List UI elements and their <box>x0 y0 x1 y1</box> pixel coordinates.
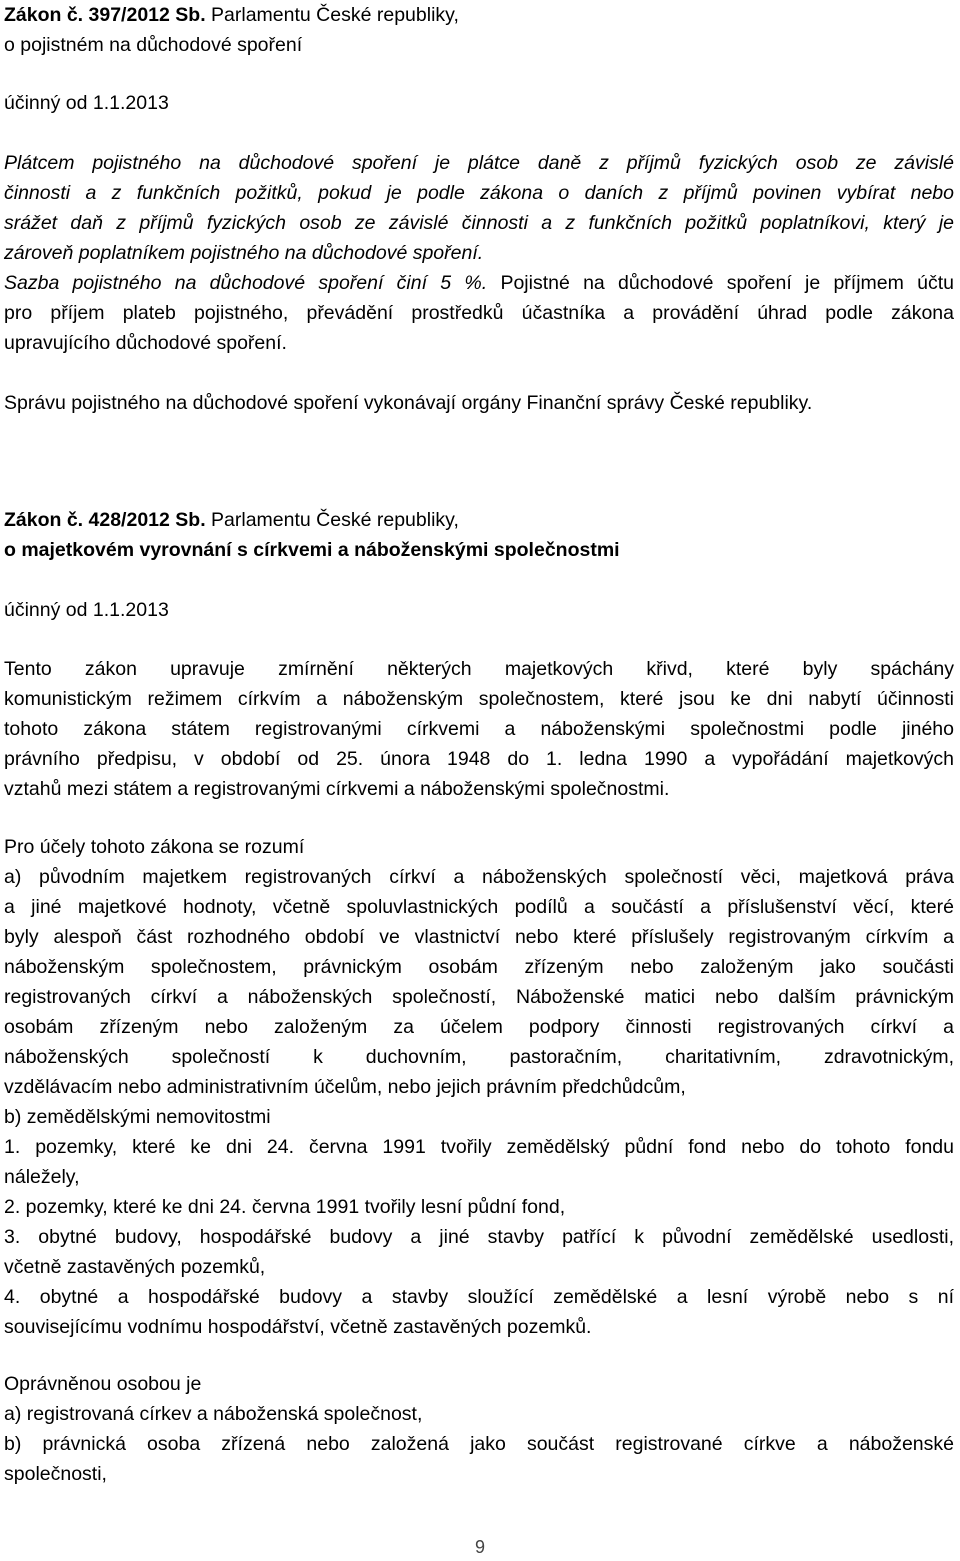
text-line: registrovaných církví a náboženských společností, Náboženské matici nebo dalším právnickým <box>4 986 954 1008</box>
text-line: náboženským společnostem, právnickým osobám zřízeným nebo založeným jako součásti <box>4 956 954 978</box>
text-line: společnosti, <box>4 1463 107 1485</box>
text-line: náboženských společností k duchovním, pastoračním, charitativním, zdravotnickým, <box>4 1046 954 1068</box>
text-line <box>4 268 954 298</box>
law1-number: Zákon č. 397/2012 Sb. <box>4 4 206 26</box>
text-line: náležely, <box>4 1166 80 1188</box>
eligible-heading: Oprávněnou osobou je <box>4 1373 202 1395</box>
text-line: 1. pozemky, které ke dni 24. června 1991 tvořily zemědělský půdní fond nebo do tohoto fondu <box>4 1136 954 1158</box>
text-line: zároveň poplatníkem pojistného na důchodové spoření. <box>4 242 484 264</box>
text-line: tohoto zákona státem registrovanými církvemi a náboženskými společnostmi podle jiného <box>4 718 954 740</box>
text-line: právního předpisu, v období od 25. února 1948 do 1. ledna 1990 a vypořádání majetkových <box>4 748 954 770</box>
eligible-list <box>4 1399 954 1489</box>
law1-rate-paragraph <box>4 268 954 358</box>
text-line: vzdělávacím nebo administrativním účelům, nebo jejich právním předchůdcům, <box>4 1076 686 1098</box>
text-line: 4. obytné a hospodářské budovy a stavby sloužící zemědělské a lesní výrobě nebo s ní <box>4 1286 954 1308</box>
text-line: a) registrovaná církev a náboženská společnost, <box>4 1403 423 1425</box>
text-line: pro příjem plateb pojistného, převádění prostředků účastníka a provádění úhrad podle zákona <box>4 302 954 324</box>
page-number: 9 <box>474 1537 485 1557</box>
text-line: upravujícího důchodové spoření. <box>4 332 287 354</box>
law1-heading <box>4 0 954 30</box>
text-line: b) zemědělskými nemovitostmi <box>4 1106 271 1128</box>
law2-issuer: Parlamentu České republiky, <box>211 509 459 531</box>
text-line: a) původním majetkem registrovaných církví a náboženských společností věci, majetková práva <box>4 866 954 888</box>
rate-statement: Sazba pojistného na důchodové spoření činí 5 %. <box>4 272 488 294</box>
text-line: b) právnická osoba zřízená nebo založená jako součást registrované církve a náboženské <box>4 1433 954 1455</box>
definitions-list <box>4 862 954 1342</box>
text-line: komunistickým režimem církvím a náboženským společnostem, které jsou ke dni nabytí účinnosti <box>4 688 954 710</box>
text-line: a jiné majetkové hodnoty, včetně spoluvlastnických podílů a součástí a příslušenství věcí, které <box>4 896 954 918</box>
text-line: srážet daň z příjmů fyzických osob ze závislé činnosti a z funkčních požitků poplatníkovi, který je <box>4 212 954 234</box>
text-line: činnosti a z funkčních požitků, pokud je podle zákona o daních z příjmů povinen vybírat nebo <box>4 182 954 204</box>
rate-rest: Pojistné na důchodové spoření je příjmem účtu <box>500 272 955 294</box>
text-line: 3. obytné budovy, hospodářské budovy a jiné stavby patřící k původní zemědělské usedlosti, <box>4 1226 954 1248</box>
law2-title: o majetkovém vyrovnání s církvemi a náboženskými společnostmi <box>4 539 620 561</box>
law2-number: Zákon č. 428/2012 Sb. <box>4 509 206 531</box>
text-line: vztahů mezi státem a registrovanými církvemi a náboženskými společnostmi. <box>4 778 670 800</box>
law1-administration: Správu pojistného na důchodové spoření vykonávají orgány Finanční správy České republiky. <box>4 392 813 414</box>
text-line: byly alespoň část rozhodného období ve vlastnictví nebo které příslušely registrovaným církvím a <box>4 926 954 948</box>
text-line: včetně zastavěných pozemků, <box>4 1256 266 1278</box>
law1-effective: účinný od 1.1.2013 <box>4 92 169 114</box>
text-line: souvisejícímu vodnímu hospodářství, včetně zastavěných pozemků. <box>4 1316 592 1338</box>
law2-effective: účinný od 1.1.2013 <box>4 599 169 621</box>
law2-heading <box>4 505 954 535</box>
law1-paragraph <box>4 148 954 268</box>
law1-issuer: Parlamentu České republiky, <box>211 4 459 26</box>
law2-paragraph <box>4 654 954 804</box>
law1-title: o pojistném na důchodové spoření <box>4 34 303 56</box>
text-line: Plátcem pojistného na důchodové spoření je plátce daně z příjmů fyzických osob ze závislé <box>4 152 954 174</box>
text-line: 2. pozemky, které ke dni 24. června 1991 tvořily lesní půdní fond, <box>4 1196 566 1218</box>
text-line: Tento zákon upravuje zmírnění některých majetkových křivd, které byly spáchány <box>4 658 954 680</box>
definitions-heading: Pro účely tohoto zákona se rozumí <box>4 836 305 858</box>
text-line: osobám zřízeným nebo založeným za účelem podpory činnosti registrovaných církví a <box>4 1016 954 1038</box>
